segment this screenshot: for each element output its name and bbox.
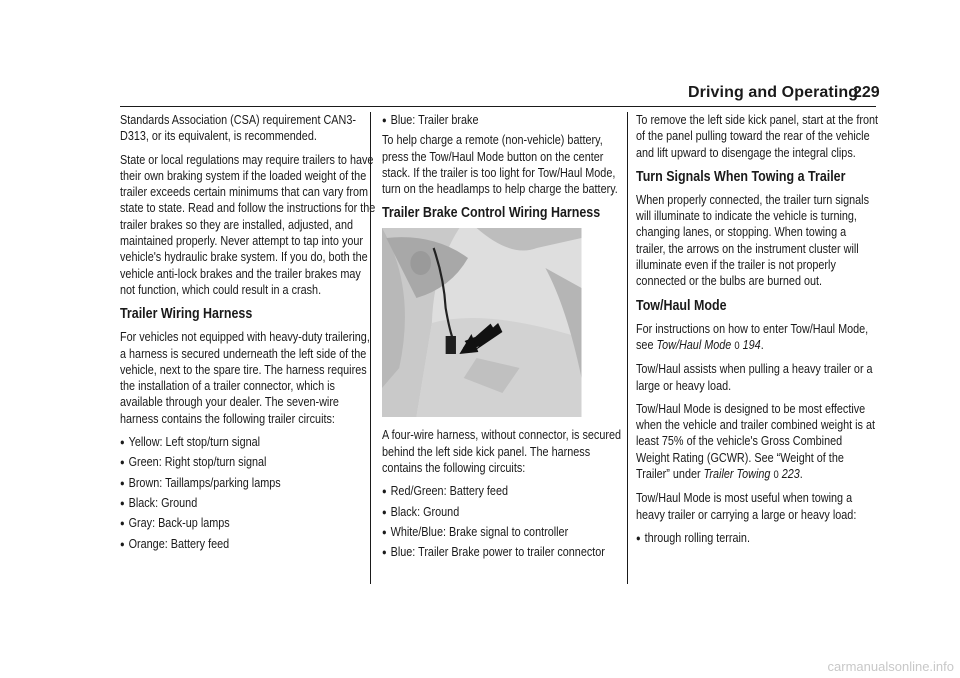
heading-tow-haul-mode: Tow/Haul Mode: [636, 297, 727, 314]
column-2: [382, 112, 627, 565]
text: For instructions on how to enter Tow/Haul Mode, see: [636, 321, 869, 352]
column-divider-2: [627, 112, 628, 584]
xref-trailer-towing[interactable]: Trailer Towing: [703, 467, 771, 482]
paragraph-harness: For vehicles not equipped with heavy-duty trailering, a harness is secured underneath the left side of the vehicle, next to the spare tire. The harness requires the installation of a trailer connector, which is available through your dealer. The seven-wire harness contains the following trailer circuits:: [120, 330, 370, 426]
paragraph-turn-signals: When properly connected, the trailer turn signals will illuminate to indicate the vehicle is turning, changing lanes, or stopping. When towing a trailer, the arrows on the instrument cluster will illuminate even if the trailer is not properly connected or the bulbs are burned out.: [636, 192, 869, 289]
page-ref-arrow-icon: 0: [773, 469, 779, 482]
paragraph-four-wire: A four-wire harness, without connector, is secured behind the left side kick panel. The harness contains the following circuits:: [382, 428, 621, 476]
paragraph-tow-haul-useful: Tow/Haul Mode is most useful when towing a heavy trailer or carrying a large or heavy load:: [636, 491, 857, 522]
list-item: ● Orange: Battery feed: [120, 536, 375, 552]
xref-page-194[interactable]: 194: [742, 337, 761, 352]
heading-turn-signals: Turn Signals When Towing a Trailer: [636, 168, 846, 185]
list-item: ● Blue: Trailer brake: [382, 112, 627, 128]
column-1: [120, 112, 375, 556]
list-item: ● Green: Right stop/turn signal: [120, 454, 375, 470]
heading-trailer-brake-control-wiring: Trailer Brake Control Wiring Harness: [382, 205, 601, 222]
xref-tow-haul-mode[interactable]: Tow/Haul Mode: [656, 337, 732, 352]
seven-wire-circuit-list: [120, 434, 375, 552]
list-item: ● Yellow: Left stop/turn signal: [120, 434, 375, 450]
text: Tow/Haul Mode is designed to be most effective when the vehicle and trailer combined weight is at least 75% of the vehicle's Gross Combined Weight Rating (GCWR). See “Weight of the Trailer” under: [636, 401, 876, 482]
list-item: ● Black: Ground: [120, 495, 375, 511]
terrain-list: [636, 530, 879, 546]
paragraph-tow-haul-reference: [636, 321, 879, 355]
paragraph-kick-panel-removal: To remove the left side kick panel, start at the front of the panel pulling toward the rear of the vehicle and lift upward to disengage the integral clips.: [636, 113, 879, 160]
chapter-title: Driving and Operating: [688, 84, 859, 101]
continued-circuit-list: [382, 112, 627, 128]
text: .: [799, 467, 803, 482]
kick-panel-harness-photo: [382, 228, 582, 417]
xref-page-223[interactable]: 223: [781, 467, 800, 482]
paragraph-gcwr: [636, 401, 879, 483]
paragraph-tow-haul-assists: Tow/Haul assists when pulling a heavy trailer or a large or heavy load.: [636, 362, 873, 393]
kick-panel-illustration: [382, 228, 582, 417]
paragraph-regulations: State or local regulations may require trailers to have their own braking system if the loaded weight of the trailer exceeds certain minimums that can vary from state to state. Read and follow the instructions for the trailer brakes so they are installed, adjusted, and maintained properly. Never attempt to tap into your vehicle's hydraulic brake system. If you do, both the vehicle anti-lock brakes and the trailer brakes may not function, which could result in a crash.: [120, 152, 376, 297]
page-number: 229: [853, 84, 880, 101]
list-item: ● Brown: Taillamps/parking lamps: [120, 475, 375, 491]
column-3: [636, 112, 879, 550]
watermark: carmanualsonline.info: [827, 659, 954, 674]
list-item: ● Blue: Trailer Brake power to trailer connector: [382, 544, 627, 560]
paragraph-remote-battery: To help charge a remote (non-vehicle) battery, press the Tow/Haul Mode button on the center stack. If the trailer is too light for Tow/Haul Mode, turn on the headlamps to help charge the battery.: [382, 133, 618, 197]
paragraph-csa: Standards Association (CSA) requirement CAN3-D313, or its equivalent, is recommended.: [120, 113, 356, 144]
header-rule: [120, 106, 876, 107]
list-item: ● through rolling terrain.: [636, 530, 879, 546]
list-item: ● Black: Ground: [382, 504, 627, 520]
page-ref-arrow-icon: 0: [734, 339, 740, 352]
list-item: ● Red/Green: Battery feed: [382, 483, 627, 499]
four-wire-circuit-list: [382, 483, 627, 560]
text: .: [760, 337, 764, 352]
list-item: ● Gray: Back-up lamps: [120, 515, 375, 531]
heading-trailer-wiring-harness: Trailer Wiring Harness: [120, 306, 253, 323]
list-item: ● White/Blue: Brake signal to controller: [382, 524, 627, 540]
